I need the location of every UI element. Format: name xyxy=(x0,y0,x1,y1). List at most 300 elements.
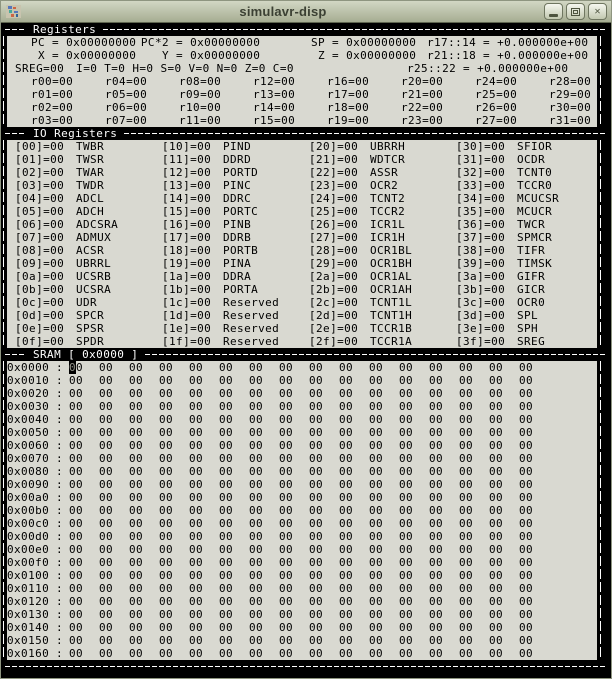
sram-byte: 00 xyxy=(279,426,294,439)
io-register xyxy=(15,244,162,257)
sram-byte: 00 xyxy=(219,478,234,491)
sram-byte: 00 xyxy=(429,361,444,374)
sram-byte: 00 xyxy=(189,439,204,452)
sram-byte: 00 xyxy=(429,387,444,400)
io-register-name: DDRB xyxy=(223,231,252,244)
io-register-name: DDRC xyxy=(223,192,252,205)
sram-byte: 00 xyxy=(99,426,114,439)
gpr-cell: r21=00 xyxy=(401,88,444,101)
io-register-value: [1f]=00 xyxy=(162,335,212,348)
io-register xyxy=(309,270,456,283)
sram-byte: 00 xyxy=(189,426,204,439)
sram-byte: 00 xyxy=(489,478,504,491)
sram-byte: 00 xyxy=(189,374,204,387)
io-register-name: Reserved xyxy=(223,335,280,348)
sram-byte: 00 xyxy=(69,478,84,491)
register-summary-row xyxy=(7,36,597,49)
sram-row xyxy=(7,556,597,569)
gpr-cell: r29=00 xyxy=(549,88,592,101)
sram-byte: 00 xyxy=(279,400,294,413)
sram-byte: 00 xyxy=(189,413,204,426)
io-register-name: Reserved xyxy=(223,296,280,309)
sram-byte: 00 xyxy=(459,361,474,374)
io-register-value: [04]=00 xyxy=(15,192,65,205)
sram-byte: 00 xyxy=(279,634,294,647)
sram-byte: 00 xyxy=(219,400,234,413)
io-register-value: [2a]=00 xyxy=(309,270,359,283)
dash-line xyxy=(103,29,607,30)
io-register-name: TCCR0 xyxy=(517,179,553,192)
io-register-value: [0a]=00 xyxy=(15,270,65,283)
io-register-value: [38]=00 xyxy=(456,244,506,257)
io-register-row xyxy=(7,192,597,205)
io-register-value: [25]=00 xyxy=(309,205,359,218)
sram-byte: 00 xyxy=(99,608,114,621)
sram-byte: 00 xyxy=(129,595,144,608)
io-register-row xyxy=(7,283,597,296)
io-register-row xyxy=(7,153,597,166)
io-register-name: UCSRB xyxy=(76,270,112,283)
io-register-row xyxy=(7,231,597,244)
sram-byte: 00 xyxy=(159,426,174,439)
io-register-value: [17]=00 xyxy=(162,231,212,244)
io-register-name: SPSR xyxy=(76,322,105,335)
io-register-name: SPH xyxy=(517,322,539,335)
sram-byte: 00 xyxy=(189,647,204,660)
io-register xyxy=(162,153,309,166)
sram-colon: : xyxy=(55,426,64,439)
sram-byte: 00 xyxy=(459,387,474,400)
sram-byte: 00 xyxy=(429,608,444,621)
sram-byte: 00 xyxy=(279,582,294,595)
io-register-value: [3f]=00 xyxy=(456,335,506,348)
sram-address: 0x0120 xyxy=(7,595,50,608)
sram-byte: 00 xyxy=(309,361,324,374)
io-register-value: [23]=00 xyxy=(309,179,359,192)
sram-byte: 00 xyxy=(219,426,234,439)
io-register-value: [31]=00 xyxy=(456,153,506,166)
sram-byte: 00 xyxy=(429,647,444,660)
sram-byte: 00 xyxy=(399,543,414,556)
register-field: r25::22 = +0.000000e+00 xyxy=(407,62,569,75)
sram-byte: 00 xyxy=(69,361,84,374)
sram-address: 0x0060 xyxy=(7,439,50,452)
sram-byte: 00 xyxy=(69,491,84,504)
io-register-value: [2f]=00 xyxy=(309,335,359,348)
sram-header xyxy=(1,348,611,361)
sram-address: 0x00e0 xyxy=(7,543,50,556)
sram-byte: 00 xyxy=(369,413,384,426)
sram-byte: 00 xyxy=(399,400,414,413)
dash-line xyxy=(145,354,607,355)
sram-byte: 00 xyxy=(399,556,414,569)
sram-byte: 00 xyxy=(189,530,204,543)
io-register-value: [1c]=00 xyxy=(162,296,212,309)
io-register-value: [37]=00 xyxy=(456,231,506,244)
gpr-cell: r18=00 xyxy=(327,101,370,114)
sram-byte: 00 xyxy=(159,491,174,504)
sram-byte: 00 xyxy=(249,595,264,608)
sram-byte: 00 xyxy=(309,413,324,426)
sram-byte: 00 xyxy=(189,634,204,647)
close-button[interactable] xyxy=(588,3,607,20)
sram-address: 0x0030 xyxy=(7,400,50,413)
sram-byte: 00 xyxy=(189,621,204,634)
io-register-name: ACSR xyxy=(76,244,105,257)
io-register-name: UCSRA xyxy=(76,283,112,296)
sram-byte: 00 xyxy=(489,595,504,608)
maximize-button[interactable] xyxy=(566,3,585,20)
dash-line xyxy=(124,133,607,134)
sram-byte: 00 xyxy=(219,452,234,465)
sram-byte: 00 xyxy=(309,491,324,504)
sram-byte: 00 xyxy=(369,387,384,400)
sram-row xyxy=(7,543,597,556)
sram-byte: 00 xyxy=(249,439,264,452)
io-register-value: [00]=00 xyxy=(15,140,65,153)
sram-byte: 00 xyxy=(69,400,84,413)
io-register-row xyxy=(7,257,597,270)
io-register-value: [1b]=00 xyxy=(162,283,212,296)
register-label: r25::22 xyxy=(407,62,457,75)
sram-byte: 00 xyxy=(159,478,174,491)
io-register-value: [3d]=00 xyxy=(456,309,506,322)
io-registers-title: IO Registers xyxy=(33,127,118,140)
sram-byte: 00 xyxy=(369,556,384,569)
sram-byte: 00 xyxy=(399,452,414,465)
sram-byte: 00 xyxy=(309,426,324,439)
sram-byte: 00 xyxy=(339,543,354,556)
sram-byte: 00 xyxy=(99,491,114,504)
sram-byte: 00 xyxy=(369,504,384,517)
sram-byte: 00 xyxy=(489,634,504,647)
sram-byte: 00 xyxy=(489,582,504,595)
sram-byte: 00 xyxy=(309,504,324,517)
gpr-cell: r31=00 xyxy=(549,114,592,127)
sram-byte: 00 xyxy=(159,374,174,387)
register-field: Y = 0x00000000 xyxy=(137,49,307,62)
register-field: r21::18 = +0.000000e+00 xyxy=(427,49,589,62)
sram-byte: 00 xyxy=(219,556,234,569)
io-register-value: [07]=00 xyxy=(15,231,65,244)
registers-title: Registers xyxy=(33,23,97,36)
io-register xyxy=(162,296,309,309)
sram-byte: 00 xyxy=(159,361,174,374)
sram-byte: 00 xyxy=(519,413,534,426)
gpr-cell: r19=00 xyxy=(327,114,370,127)
io-register-name: TCNT2 xyxy=(370,192,406,205)
sram-byte: 00 xyxy=(279,478,294,491)
sram-byte: 00 xyxy=(69,465,84,478)
sram-byte: 00 xyxy=(369,608,384,621)
sram-byte: 00 xyxy=(279,504,294,517)
io-register-name: OCR1BH xyxy=(370,257,413,270)
sram-byte: 00 xyxy=(339,387,354,400)
io-register-name: SREG xyxy=(517,335,546,348)
sram-byte: 00 xyxy=(519,582,534,595)
io-register xyxy=(162,140,309,153)
sram-byte: 00 xyxy=(459,439,474,452)
sram-byte: 00 xyxy=(459,556,474,569)
io-register-name: ADMUX xyxy=(76,231,112,244)
sram-byte: 00 xyxy=(309,478,324,491)
sram-byte: 00 xyxy=(339,647,354,660)
sram-byte: 00 xyxy=(399,621,414,634)
sram-byte: 00 xyxy=(189,595,204,608)
sram-byte: 00 xyxy=(399,517,414,530)
sram-row xyxy=(7,413,597,426)
sram-address: 0x0010 xyxy=(7,374,50,387)
sram-row xyxy=(7,608,597,621)
sram-byte: 00 xyxy=(159,413,174,426)
sram-byte: 00 xyxy=(99,621,114,634)
sram-byte: 00 xyxy=(159,621,174,634)
sram-byte: 00 xyxy=(309,387,324,400)
sram-byte: 00 xyxy=(99,530,114,543)
gpr-row xyxy=(7,114,597,127)
sram-byte: 00 xyxy=(159,465,174,478)
io-register-value: [13]=00 xyxy=(162,179,212,192)
sram-byte: 00 xyxy=(129,374,144,387)
io-register-name: SPCR xyxy=(76,309,105,322)
sram-byte: 00 xyxy=(459,647,474,660)
sreg-flags: I=0 T=0 H=0 S=0 V=0 N=0 Z=0 C=0 xyxy=(76,62,294,75)
sram-cursor: 0 xyxy=(69,361,77,374)
gpr-cell: r26=00 xyxy=(475,101,518,114)
io-register xyxy=(456,322,597,335)
io-register-name: DDRA xyxy=(223,270,252,283)
io-register xyxy=(162,257,309,270)
sram-byte: 00 xyxy=(219,595,234,608)
sram-byte: 00 xyxy=(429,374,444,387)
io-register-value: [0d]=00 xyxy=(15,309,65,322)
io-register xyxy=(15,309,162,322)
gpr-cell: r01=00 xyxy=(31,88,74,101)
io-register-name: PORTC xyxy=(223,205,259,218)
sram-colon: : xyxy=(55,556,64,569)
sram-byte: 00 xyxy=(399,361,414,374)
sram-byte: 00 xyxy=(69,426,84,439)
sram-byte: 00 xyxy=(279,543,294,556)
io-register-name: ICR1L xyxy=(370,218,406,231)
sram-byte: 00 xyxy=(369,361,384,374)
io-register-name: TWBR xyxy=(76,140,105,153)
sram-byte: 00 xyxy=(99,387,114,400)
sram-byte: 00 xyxy=(339,582,354,595)
sram-byte: 00 xyxy=(279,647,294,660)
io-register-value: [0f]=00 xyxy=(15,335,65,348)
sram-colon: : xyxy=(55,387,64,400)
io-register-name: PINC xyxy=(223,179,252,192)
io-register-value: [0b]=00 xyxy=(15,283,65,296)
register-label: Z xyxy=(317,49,325,62)
sram-byte: 00 xyxy=(249,491,264,504)
sram-address: 0x0050 xyxy=(7,426,50,439)
sram-byte: 00 xyxy=(399,530,414,543)
sram-byte: 00 xyxy=(159,556,174,569)
sram-byte: 00 xyxy=(399,595,414,608)
register-label: Y xyxy=(161,49,169,62)
sram-byte: 00 xyxy=(429,504,444,517)
io-register xyxy=(456,335,597,348)
sram-byte: 00 xyxy=(129,634,144,647)
sram-byte: 00 xyxy=(369,400,384,413)
sram-byte: 00 xyxy=(339,569,354,582)
sram-address: 0x0150 xyxy=(7,634,50,647)
io-register xyxy=(162,166,309,179)
io-register-row xyxy=(7,309,597,322)
sram-byte: 00 xyxy=(399,374,414,387)
io-register-value: [24]=00 xyxy=(309,192,359,205)
io-register xyxy=(162,244,309,257)
sram-address: 0x00f0 xyxy=(7,556,50,569)
sram-byte: 00 xyxy=(429,400,444,413)
sram-byte: 00 xyxy=(459,530,474,543)
register-label: X xyxy=(37,49,45,62)
close-icon: ✕ xyxy=(594,5,601,17)
sram-byte: 00 xyxy=(279,517,294,530)
sram-byte: 00 xyxy=(219,504,234,517)
sram-byte: 00 xyxy=(489,543,504,556)
sram-byte: 00 xyxy=(309,439,324,452)
gpr-cell: r13=00 xyxy=(253,88,296,101)
sram-byte: 00 xyxy=(339,491,354,504)
window-title: simulavr-disp xyxy=(239,4,327,19)
sram-byte: 00 xyxy=(129,517,144,530)
sram-byte: 00 xyxy=(489,569,504,582)
sram-byte: 00 xyxy=(459,608,474,621)
sram-colon: : xyxy=(55,582,64,595)
io-register-value: [01]=00 xyxy=(15,153,65,166)
sram-byte: 00 xyxy=(219,387,234,400)
sram-byte: 00 xyxy=(519,517,534,530)
sram-byte: 00 xyxy=(129,387,144,400)
sram-byte: 00 xyxy=(99,595,114,608)
sram-byte: 00 xyxy=(429,439,444,452)
sram-byte: 00 xyxy=(459,621,474,634)
sram-byte: 00 xyxy=(309,608,324,621)
sram-byte: 00 xyxy=(249,478,264,491)
io-register-name: TCNT0 xyxy=(517,166,553,179)
io-register xyxy=(309,231,456,244)
sram-byte: 00 xyxy=(99,413,114,426)
io-register xyxy=(456,244,597,257)
sram-byte: 00 xyxy=(519,400,534,413)
sram-byte: 00 xyxy=(279,608,294,621)
sram-byte: 00 xyxy=(399,504,414,517)
gpr-cell: r14=00 xyxy=(253,101,296,114)
sram-byte: 00 xyxy=(309,569,324,582)
registers-header xyxy=(1,23,611,36)
border-right xyxy=(597,361,611,660)
io-register xyxy=(309,283,456,296)
io-register xyxy=(309,296,456,309)
io-register-name: TWSR xyxy=(76,153,105,166)
sram-byte: 00 xyxy=(459,452,474,465)
sram-byte: 00 xyxy=(339,374,354,387)
sram-byte: 00 xyxy=(399,413,414,426)
gpr-cell: r30=00 xyxy=(549,101,592,114)
sram-address: 0x0090 xyxy=(7,478,50,491)
gpr-row xyxy=(7,75,597,88)
register-label: PC xyxy=(30,36,45,49)
io-register-value: [02]=00 xyxy=(15,166,65,179)
io-register xyxy=(162,309,309,322)
sram-byte: 00 xyxy=(69,387,84,400)
sram-byte: 00 xyxy=(369,426,384,439)
sram-byte: 00 xyxy=(369,465,384,478)
sram-address: 0x00a0 xyxy=(7,491,50,504)
sram-byte: 00 xyxy=(249,374,264,387)
sram-byte: 00 xyxy=(339,608,354,621)
sram-byte: 00 xyxy=(339,465,354,478)
sram-byte: 00 xyxy=(369,647,384,660)
sram-byte: 00 xyxy=(519,465,534,478)
io-register-value: [19]=00 xyxy=(162,257,212,270)
io-register xyxy=(15,335,162,348)
sram-byte: 00 xyxy=(459,491,474,504)
io-register xyxy=(456,309,597,322)
io-register-value: [20]=00 xyxy=(309,140,359,153)
sram-byte: 00 xyxy=(69,608,84,621)
sram-byte: 00 xyxy=(369,517,384,530)
sram-byte: 00 xyxy=(519,621,534,634)
io-register xyxy=(456,296,597,309)
dash-line xyxy=(5,29,26,30)
sram-byte: 00 xyxy=(129,647,144,660)
io-register-value: [2b]=00 xyxy=(309,283,359,296)
sram-colon: : xyxy=(55,400,64,413)
sram-byte: 00 xyxy=(129,543,144,556)
sram-colon: : xyxy=(55,361,64,374)
sram-byte: 00 xyxy=(519,647,534,660)
sram-byte: 00 xyxy=(69,621,84,634)
sram-byte: 00 xyxy=(459,634,474,647)
sram-byte: 00 xyxy=(219,543,234,556)
sram-byte: 00 xyxy=(399,478,414,491)
sram-byte: 00 xyxy=(129,465,144,478)
io-register xyxy=(309,335,456,348)
sram-address: 0x00d0 xyxy=(7,530,50,543)
sram-byte: 00 xyxy=(279,361,294,374)
titlebar[interactable] xyxy=(1,1,611,23)
io-register-name: TCNT1H xyxy=(370,309,413,322)
sram-byte: 00 xyxy=(69,413,84,426)
sram-byte: 00 xyxy=(519,491,534,504)
sram-colon: : xyxy=(55,439,64,452)
sram-byte: 00 xyxy=(69,517,84,530)
register-field: PC = 0x00000000 xyxy=(7,36,137,49)
io-register xyxy=(15,231,162,244)
io-register-name: GIFR xyxy=(517,270,546,283)
sram-byte: 00 xyxy=(279,530,294,543)
sram-byte: 00 xyxy=(459,478,474,491)
sram-byte: 00 xyxy=(309,543,324,556)
sram-byte: 00 xyxy=(189,556,204,569)
minimize-button[interactable] xyxy=(544,3,563,20)
sram-byte: 00 xyxy=(339,634,354,647)
io-register xyxy=(162,335,309,348)
sram-byte: 00 xyxy=(99,634,114,647)
sram-byte: 00 xyxy=(459,374,474,387)
sram-byte: 00 xyxy=(129,582,144,595)
io-register-row xyxy=(7,140,597,153)
io-register-name: PORTD xyxy=(223,166,259,179)
io-register-value: [15]=00 xyxy=(162,205,212,218)
io-register-name: PORTB xyxy=(223,244,259,257)
sram-byte: 00 xyxy=(189,465,204,478)
sram-byte: 00 xyxy=(99,374,114,387)
